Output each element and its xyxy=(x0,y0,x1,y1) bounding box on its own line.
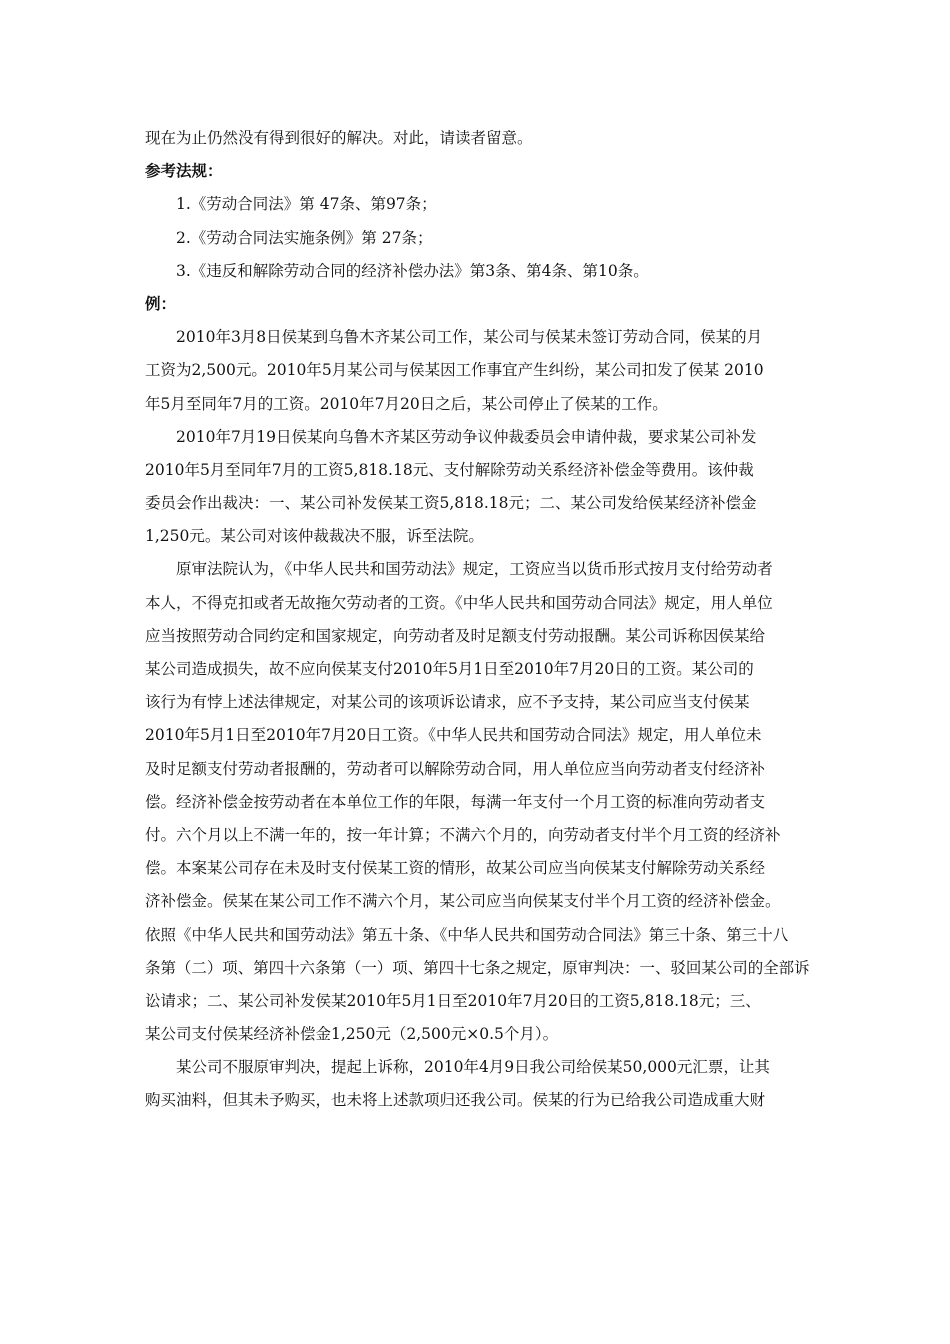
text-line: 本人，不得克扣或者无故拖欠劳动者的工资。《中华人民共和国劳动合同法》规定，用人单位 xyxy=(145,593,773,612)
text-line: 济补偿金。侯某在某公司工作不满六个月，某公司应当向侯某支付半个月工资的经济补偿金。 xyxy=(145,892,781,911)
text-line: 付。六个月以上不满一年的，按一年计算；不满六个月的，向劳动者支付半个月工资的经济补 xyxy=(145,825,781,844)
text-line: 某公司造成损失，故不应向侯某支付2010年5月1日至2010年7月20日的工资。某公司的 xyxy=(145,660,754,678)
text-line: 原审法院认为，《中华人民共和国劳动法》规定，工资应当以货币形式按月支付给劳动者 xyxy=(145,560,773,579)
section-heading-example: 例： xyxy=(145,294,177,313)
text-line: 2010年7月19日侯某向乌鲁木齐某区劳动争议仲裁委员会申请仲裁，要求某公司补发 xyxy=(145,427,757,446)
text-line: 及时足额支付劳动者报酬的，劳动者可以解除劳动合同，用人单位应当向劳动者支付经济补 xyxy=(145,759,766,778)
text-line: 条第（二）项、第四十六条第（一）项、第四十七条之规定，原审判决：一、驳回某公司的全部诉 xyxy=(145,958,810,977)
text-line: 该行为有悖上述法律规定，对某公司的该项诉讼请求，应不予支持，某公司应当支付侯某 xyxy=(145,693,750,712)
text-line: 偿。本案某公司存在未及时支付侯某工资的情形，故某公司应当向侯某支付解除劳动关系经 xyxy=(145,859,766,878)
text-line: 2010年3月8日侯某到乌鲁木齐某公司工作，某公司与侯某未签订劳动合同，侯某的月 xyxy=(145,328,763,347)
reference-item: 3.《违反和解除劳动合同的经济补偿办法》第3条、第4条、第10条。 xyxy=(176,261,649,280)
text-line: 工资为2,500元。2010年5月某公司与侯某因工作事宜产生纠纷，某公司扣发了侯某 2010 xyxy=(145,361,764,380)
section-heading-reference-laws: 参考法规： xyxy=(145,162,223,181)
text-line: 2010年5月1日至2010年7月20日工资。《中华人民共和国劳动合同法》规定，用人单位未 xyxy=(145,726,762,745)
text-line: 讼请求；二、某公司补发侯某2010年5月1日至2010年7月20日的工资5,818.18元；三、 xyxy=(145,991,761,1010)
text-line: 某公司不服原审判决，提起上诉称，2010年4月9日我公司给侯某50,000元汇票，让其 xyxy=(145,1058,770,1077)
reference-item: 1.《劳动合同法》第 47条、第97条； xyxy=(176,195,437,214)
reference-item: 2.《劳动合同法实施条例》第 27条； xyxy=(176,228,433,247)
text-line: 2010年5月至同年7月的工资5,818.18元、支付解除劳动关系经济补偿金等费用。该仲裁 xyxy=(145,460,754,479)
text-line: 购买油料，但其未予购买，也未将上述款项归还我公司。侯某的行为已给我公司造成重大财 xyxy=(145,1091,766,1110)
text-line: 年5月至同年7月的工资。2010年7月20日之后，某公司停止了侯某的工作。 xyxy=(145,394,668,413)
text-line: 应当按照劳动合同约定和国家规定，向劳动者及时足额支付劳动报酬。某公司诉称因侯某给 xyxy=(145,626,766,645)
text-line: 委员会作出裁决：一、某公司补发侯某工资5,818.18元；二、某公司发给侯某经济补偿金 xyxy=(145,494,757,513)
text-line: 某公司支付侯某经济补偿金1,250元（2,500元×0.5个月）。 xyxy=(145,1025,559,1044)
text-line: 现在为止仍然没有得到很好的解决。对此，请读者留意。 xyxy=(145,129,533,147)
document-page xyxy=(145,122,810,1118)
text-line: 偿。经济补偿金按劳动者在本单位工作的年限，每满一年支付一个月工资的标准向劳动者支 xyxy=(145,792,766,811)
text-line: 依照《中华人民共和国劳动法》第五十条、《中华人民共和国劳动合同法》第三十条、第三十八 xyxy=(145,925,789,944)
text-line: 1,250元。某公司对该仲裁裁决不服，诉至法院。 xyxy=(145,527,484,546)
